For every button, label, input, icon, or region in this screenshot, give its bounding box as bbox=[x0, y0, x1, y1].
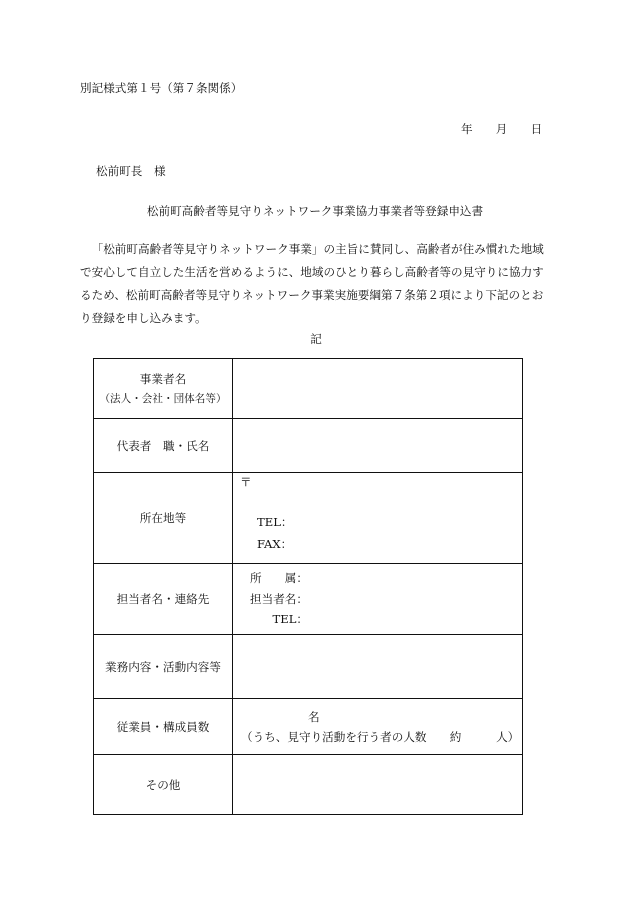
registration-table bbox=[93, 358, 523, 815]
label-other bbox=[94, 755, 233, 815]
body-line: で安心して自立した生活を営めるように、地域のひとり暮らし高齢者等の見守りに協力す bbox=[80, 265, 544, 279]
body-paragraph bbox=[80, 238, 555, 330]
label-text: 業務内容・活動内容等 bbox=[105, 659, 221, 674]
affiliation-label: 所 属： bbox=[250, 571, 308, 586]
person-name-label: 担当者名： bbox=[250, 591, 308, 606]
label-contact-person bbox=[94, 564, 233, 635]
form-number: 別記様式第１号（第７条関係） bbox=[80, 81, 243, 95]
label-subtext: （法人・会社・団体名等） bbox=[99, 392, 227, 405]
contact-tel-label: TEL： bbox=[272, 612, 308, 627]
document-title: 松前町高齢者等見守りネットワーク事業協力事業者等登録申込書 bbox=[146, 204, 484, 218]
value-other bbox=[233, 755, 523, 815]
addressee: 松前町長 様 bbox=[96, 164, 166, 178]
label-text: 従業員・構成員数 bbox=[116, 719, 210, 734]
label-text: 事業者名 bbox=[139, 371, 187, 386]
address-fax-label: FAX： bbox=[257, 537, 293, 551]
body-line: るため、松前町高齢者等見守りネットワーク事業実施要綱第７条第２項により下記のとお bbox=[80, 288, 544, 302]
body-line: り登録を申し込みます。 bbox=[80, 311, 207, 325]
label-address bbox=[94, 473, 233, 564]
label-representative bbox=[94, 419, 233, 473]
count-note: （うち、見守り活動を行う者の人数 約 人） bbox=[241, 729, 520, 744]
ki-heading: 記 bbox=[310, 332, 322, 346]
value-activity bbox=[233, 635, 523, 699]
label-text: その他 bbox=[145, 777, 181, 792]
postal-mark: 〒 bbox=[240, 475, 252, 489]
staff-count-fields bbox=[233, 699, 522, 754]
contact-fields bbox=[248, 564, 308, 634]
value-representative bbox=[233, 419, 523, 473]
value-staff-count bbox=[233, 699, 523, 755]
value-address bbox=[233, 473, 523, 564]
date-line: 年 月 日 bbox=[461, 122, 543, 136]
label-text: 代表者 職・氏名 bbox=[116, 438, 210, 453]
body-line: 「松前町高齢者等見守りネットワーク事業」の主旨に賛同し、高齢者が住み慣れた地域 bbox=[91, 242, 544, 256]
label-activity bbox=[94, 635, 233, 699]
label-staff-count bbox=[94, 699, 233, 755]
label-business-name bbox=[94, 359, 233, 419]
value-business-name bbox=[233, 359, 523, 419]
address-tel-label: TEL： bbox=[257, 515, 293, 529]
label-text: 所在地等 bbox=[139, 511, 187, 525]
label-text: 担当者名・連絡先 bbox=[116, 592, 210, 606]
value-contact-person bbox=[233, 564, 523, 635]
count-unit: 名 bbox=[308, 709, 320, 724]
